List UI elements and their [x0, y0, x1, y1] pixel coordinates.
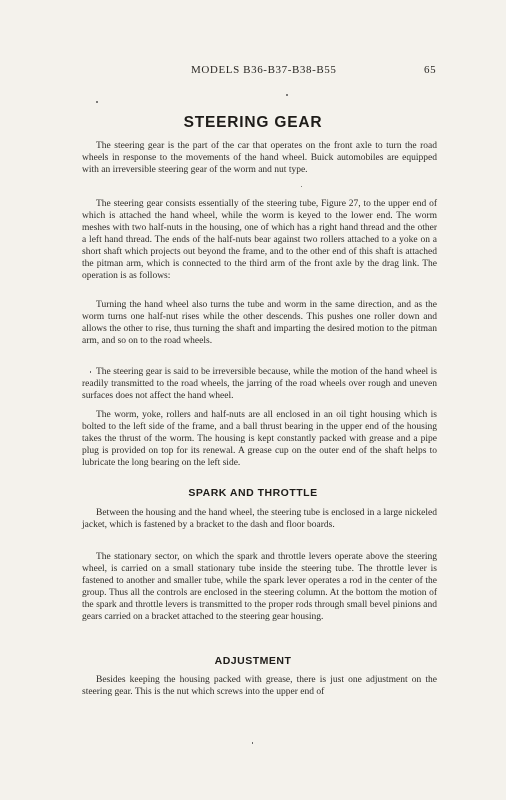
print-speck: [252, 742, 253, 744]
section-heading-spark-throttle: SPARK AND THROTTLE: [188, 487, 318, 499]
running-head-models: MODELS B36-B37-B38-B55: [191, 64, 337, 76]
paragraph-sector: The stationary sector, on which the spark and throttle levers operate above the steering wheel, is carried on a small stationary tube inside the steering tube. The throttle lever is fastened to another and smaller tube, while the spark lever operates a rod in the center of the group. Thus all the controls are enclosed in the steering column. At the bottom the motion of the spark and throttle levers is transmitted to the proper rods through small bevel pinions and gears carried on a bracket attached to the steering gear housing.: [82, 552, 437, 622]
paragraph-construction: The steering gear consists essentially of the steering tube, Figure 27, to the upper end of which is attached the hand wheel, while the worm is keyed to the lower end. The worm meshes with two half-nuts in the housing, one of which has a right hand thread and the other a left hand thread. The ends of the half-nuts bear against two rollers attached to a yoke on a short shaft which projects out beyond the frame, and to the other end of this shaft is attached the pitman arm, which is connected to the third arm of the front axle by the drag link. The operation is as follows:: [82, 199, 437, 281]
page-title: STEERING GEAR: [183, 114, 323, 131]
print-speck: [286, 94, 288, 96]
paragraph-adjustment: Besides keeping the housing packed with grease, there is just one adjustment on the steering gear. This is the nut which screws into the upper end of: [82, 675, 437, 697]
paragraph-housing: The worm, yoke, rollers and half-nuts are all enclosed in an oil tight housing which is bolted to the left side of the frame, and a ball thrust bearing in the upper end of the housing takes the thrust of the worm. The housing is kept constantly packed with grease and a pipe plug is provided on top for its renewal. A grease cup on the outer end of the shaft helps to lubricate the long bearing on the left side.: [82, 410, 437, 468]
paragraph-intro: The steering gear is the part of the car that operates on the front axle to turn the road wheels in response to the movements of the hand wheel. Buick automobiles are equipped with an irreversible steering gear of the worm and nut type.: [82, 141, 437, 175]
paragraph-operation: Turning the hand wheel also turns the tube and worm in the same direction, and as the worm turns one half-nut rises while the other descends. This pushes one roller down and allows the other to rise, thus turning the shaft and imparting the desired motion to the pitman arm, and so on to the road wheels.: [82, 300, 437, 346]
print-speck: [96, 101, 98, 103]
print-speck: [301, 186, 302, 187]
section-heading-adjustment: ADJUSTMENT: [214, 655, 292, 667]
paragraph-irreversible: The steering gear is said to be irreversible because, while the motion of the hand wheel is readily transmitted to the road wheels, the jarring of the road wheels over rough and uneven surfaces does not affect the hand wheel.: [82, 367, 437, 401]
page-number: 65: [424, 64, 437, 76]
paragraph-jacket: Between the housing and the hand wheel, the steering tube is enclosed in a large nickeled jacket, which is fastened by a bracket to the dash and floor boards.: [82, 508, 437, 530]
page-bottom-margin: [0, 792, 506, 800]
